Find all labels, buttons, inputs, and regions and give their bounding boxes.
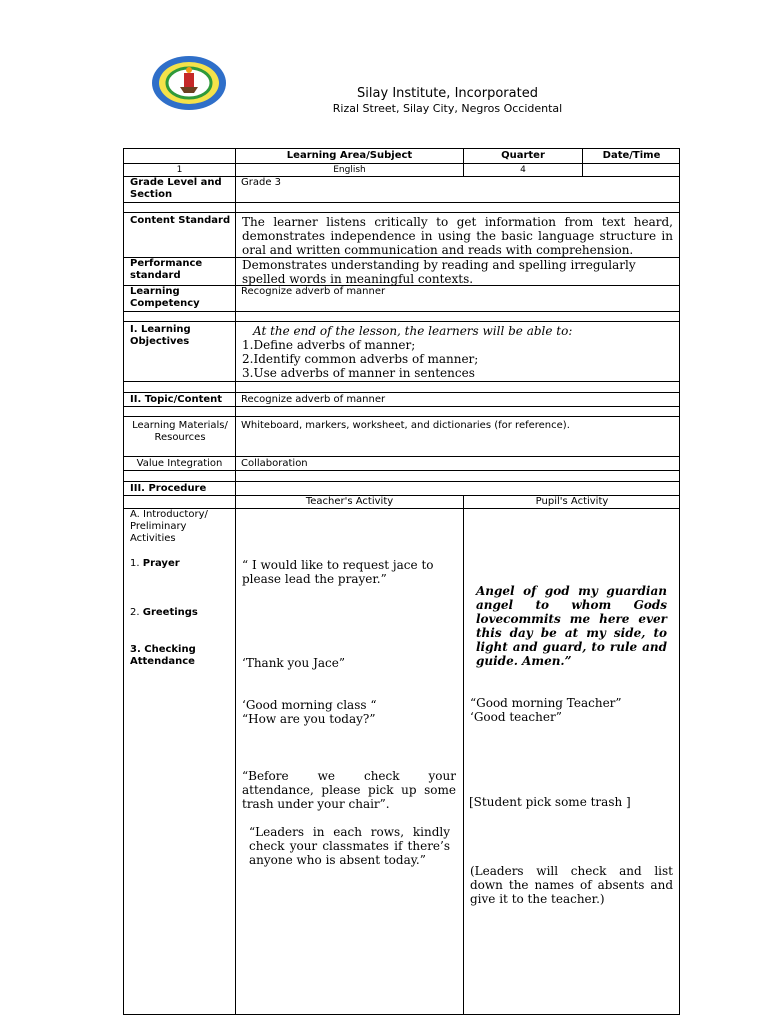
teacher-greeting-1: ‘Good morning class “ (242, 698, 377, 712)
performance-standard-value: Demonstrates understanding by reading and spelling irregularly spelled words in meaningful contexts. (242, 258, 636, 286)
content-standard-label: Content Standard (130, 215, 231, 226)
col-subject-header: Learning Area/Subject (286, 150, 413, 161)
teacher-leaders-instruction: “Leaders in each rows, kindly check your classmates if there’s anyone who is absent today.” (249, 825, 450, 867)
greetings-label (130, 607, 230, 619)
school-name: Silay Institute, Incorporated (357, 86, 538, 101)
pupil-activity-header: Pupil's Activity (535, 496, 609, 507)
pupil-greeting-1: “Good morning Teacher” (470, 696, 622, 710)
pupil-leaders-response: (Leaders will check and list down the names of absents and give it to the teacher.) (470, 864, 673, 906)
teacher-greeting-2: “How are you today?” (242, 712, 376, 726)
teacher-thank-you: ‘Thank you Jace” (242, 656, 345, 670)
objective-item: 1.Define adverbs of manner; (242, 338, 416, 352)
procedure-label: III. Procedure (130, 483, 207, 494)
prayer-label (130, 558, 230, 570)
content-standard-value: The learner listens critically to get information from text heard, demonstrates independence in using the basic language structure in oral and written communication and reads with comprehension. (242, 215, 673, 257)
intro-activities-label: A. Introductory/ Preliminary Activities (130, 509, 208, 544)
learning-competency-value: Recognize adverb of manner (241, 286, 386, 297)
col-datetime-header: Date/Time (602, 150, 661, 161)
objectives-label: I. Learning Objectives (130, 324, 191, 347)
grade-level-value: Grade 3 (241, 177, 282, 188)
topic-value: Recognize adverb of manner (241, 394, 386, 405)
subject-value: English (333, 165, 366, 175)
teacher-activity-header: Teacher's Activity (305, 496, 394, 507)
value-integration-label: Value Integration (136, 458, 223, 469)
objectives-intro: At the end of the lesson, the learners will be able to: (253, 324, 573, 338)
pupil-prayer: Angel of god my guardian angel to whom Gods lovecommits me here ever this day be at my side, to light and guard, to rule and guide. Amen.” (476, 584, 667, 668)
objective-item: 2.Identify common adverbs of manner; (242, 352, 479, 366)
prayer-number: 1. (130, 558, 140, 569)
school-address: Rizal Street, Silay City, Negros Occidental (332, 102, 563, 115)
pupil-greeting-2: ‘Good teacher” (470, 710, 562, 724)
grade-number: 1 (176, 165, 183, 175)
greetings-title: Greetings (142, 607, 198, 618)
performance-standard-label: Performance standard (130, 258, 203, 281)
teacher-trash-instruction: “Before we check your attendance, please pick up some trash under your chair”. (242, 769, 456, 811)
greetings-number: 2. (130, 607, 140, 618)
pupil-trash-response: [Student pick some trash ] (469, 795, 631, 809)
topic-label: II. Topic/Content (130, 394, 223, 405)
prayer-title: Prayer (142, 558, 180, 569)
learning-competency-label: Learning Competency (130, 286, 200, 309)
materials-label: Learning Materials/ Resources (132, 420, 228, 443)
value-integration-value: Collaboration (241, 458, 308, 469)
attendance-label: 3. Checking Attendance (130, 644, 196, 667)
grade-level-label: Grade Level and Section (130, 177, 222, 200)
teacher-prayer-request: “ I would like to request jace to please lead the prayer.” (242, 558, 434, 586)
objective-item: 3.Use adverbs of manner in sentences (242, 366, 475, 380)
materials-value: Whiteboard, markers, worksheet, and dictionaries (for reference). (241, 420, 570, 431)
quarter-value: 4 (520, 165, 526, 175)
col-quarter-header: Quarter (501, 150, 545, 161)
